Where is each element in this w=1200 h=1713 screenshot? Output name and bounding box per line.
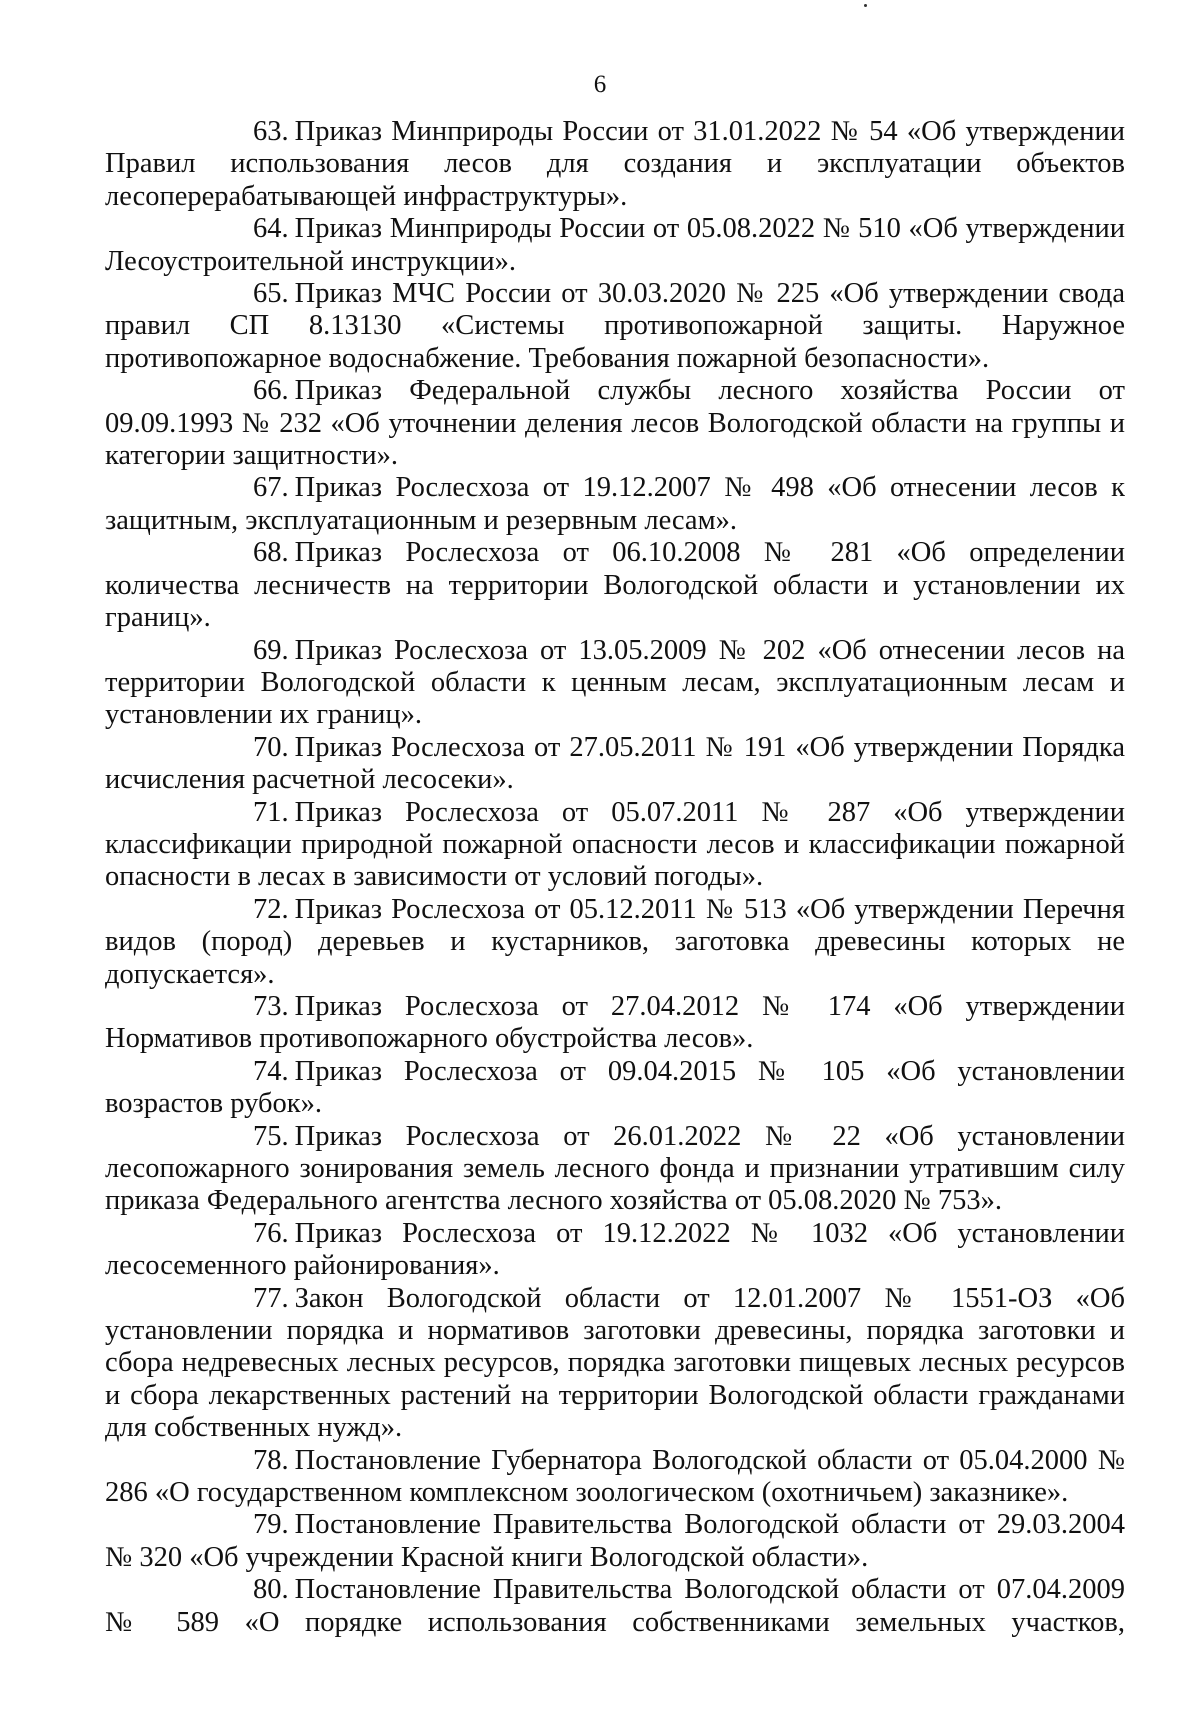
list-item bbox=[105, 472, 1125, 537]
item-number: 69. bbox=[253, 634, 289, 666]
item-text: Приказ Федеральной службы лесного хозяйства России от 09.09.1993 № 232 «Об уточнении деления лесов Вологодской области на группы и категории защитности». bbox=[105, 375, 1125, 472]
item-text: Приказ Рослесхоза от 27.04.2012 № 174 «Об утверждении Нормативов противопожарного обустройства лесов». bbox=[105, 990, 1125, 1055]
list-item bbox=[105, 797, 1125, 894]
item-text: Приказ Рослесхоза от 27.05.2011 № 191 «Об утверждении Порядка исчисления расчетной лесосеки». bbox=[105, 731, 1125, 796]
item-number: 79. bbox=[253, 1509, 289, 1541]
list-item bbox=[105, 278, 1125, 375]
item-number: 63. bbox=[253, 116, 289, 147]
item-number: 77. bbox=[253, 1282, 289, 1314]
list-item bbox=[105, 732, 1125, 797]
item-number: 73. bbox=[253, 990, 289, 1022]
item-number: 67. bbox=[253, 472, 289, 504]
item-text: Постановление Правительства Вологодской области от 29.03.2004 № 320 «Об учреждении Красной книги Вологодской области». bbox=[105, 1509, 1125, 1573]
item-text: Приказ Рослесхоза от 26.01.2022 № 22 «Об установлении лесопожарного зонирования земель лесного фонда и признании утратившим силу приказа Федерального агентства лесного хозяйства от 05.08.2020 № 753». bbox=[105, 1120, 1125, 1217]
list-item bbox=[105, 213, 1125, 278]
item-text: Закон Вологодской области от 12.01.2007 № 1551-ОЗ «Об установлении порядка и нормативов заготовки древесины, порядка заготовки и сбора недревесных лесных ресурсов, порядка заготовки пищевых лесных ресурсов и сбора лекарственных растений на территории Вологодской области гражданами для собственных нужд». bbox=[105, 1282, 1125, 1444]
item-number: 70. bbox=[253, 731, 289, 763]
item-text: Постановление Правительства Вологодской области от 07.04.2009 № 589 «О порядке использования собственниками земельных участков, bbox=[105, 1574, 1125, 1638]
item-number: 71. bbox=[253, 796, 289, 828]
list-item bbox=[105, 894, 1125, 991]
item-text: Приказ Рослесхоза от 05.07.2011 № 287 «Об утверждении классификации природной пожарной опасности лесов и классификации пожарной опасности в лесах в зависимости от условий погоды». bbox=[105, 796, 1125, 893]
list-item bbox=[105, 116, 1125, 213]
item-number: 76. bbox=[253, 1217, 289, 1249]
item-number: 68. bbox=[253, 537, 289, 569]
item-number: 74. bbox=[253, 1055, 289, 1087]
scan-artifact-dot bbox=[864, 4, 867, 7]
list-item bbox=[105, 991, 1125, 1056]
item-text: Приказ Рослесхоза от 05.12.2011 № 513 «Об утверждении Перечня видов (пород) деревьев и кустарников, заготовка древесины которых не допускается». bbox=[105, 893, 1125, 990]
item-text: Приказ Рослесхоза от 13.05.2009 № 202 «Об отнесении лесов на территории Вологодской области к ценным лесам, эксплуатационным лесам и установлении их границ». bbox=[105, 634, 1125, 731]
item-text: Приказ Минприроды России от 05.08.2022 № 510 «Об утверждении Лесоустроительной инструкции». bbox=[105, 213, 1125, 277]
item-number: 66. bbox=[253, 375, 289, 407]
item-text: Приказ МЧС России от 30.03.2020 № 225 «Об утверждении свода правил СП 8.13130 «Системы противопожарной защиты. Наружное противопожарное водоснабжение. Требования пожарной безопасности». bbox=[105, 278, 1125, 374]
list-item bbox=[105, 635, 1125, 732]
item-number: 64. bbox=[253, 213, 289, 245]
item-text: Постановление Губернатора Вологодской области от 05.04.2000 № 286 «О государственном комплексном зоологическом (охотничьем) заказнике». bbox=[105, 1444, 1125, 1509]
list-item bbox=[105, 1445, 1125, 1510]
item-number: 80. bbox=[253, 1574, 289, 1606]
list-item bbox=[105, 1283, 1125, 1445]
item-text: Приказ Рослесхоза от 19.12.2007 № 498 «Об отнесении лесов к защитным, эксплуатационным и резервным лесам». bbox=[105, 472, 1125, 536]
item-text: Приказ Минприроды России от 31.01.2022 № 54 «Об утверждении Правил использования лесов для создания и эксплуатации объектов лесоперерабатывающей инфраструктуры». bbox=[105, 116, 1125, 212]
item-text: Приказ Рослесхоза от 09.04.2015 № 105 «Об установлении возрастов рубок». bbox=[105, 1055, 1125, 1120]
legal-list bbox=[105, 116, 1125, 1639]
list-item bbox=[105, 537, 1125, 634]
item-text: Приказ Рослесхоза от 19.12.2022 № 1032 «Об установлении лесосеменного районирования». bbox=[105, 1217, 1125, 1282]
item-number: 78. bbox=[253, 1444, 289, 1476]
list-item bbox=[105, 1218, 1125, 1283]
list-item bbox=[105, 375, 1125, 472]
list-item bbox=[105, 1056, 1125, 1121]
list-item bbox=[105, 1574, 1125, 1639]
item-number: 65. bbox=[253, 278, 289, 310]
item-text: Приказ Рослесхоза от 06.10.2008 № 281 «Об определении количества лесничеств на территории Вологодской области и установлении их границ». bbox=[105, 537, 1125, 634]
page-number: 6 bbox=[593, 71, 607, 98]
list-item bbox=[105, 1121, 1125, 1218]
list-item bbox=[105, 1509, 1125, 1574]
item-number: 75. bbox=[253, 1120, 289, 1152]
item-number: 72. bbox=[253, 893, 289, 925]
